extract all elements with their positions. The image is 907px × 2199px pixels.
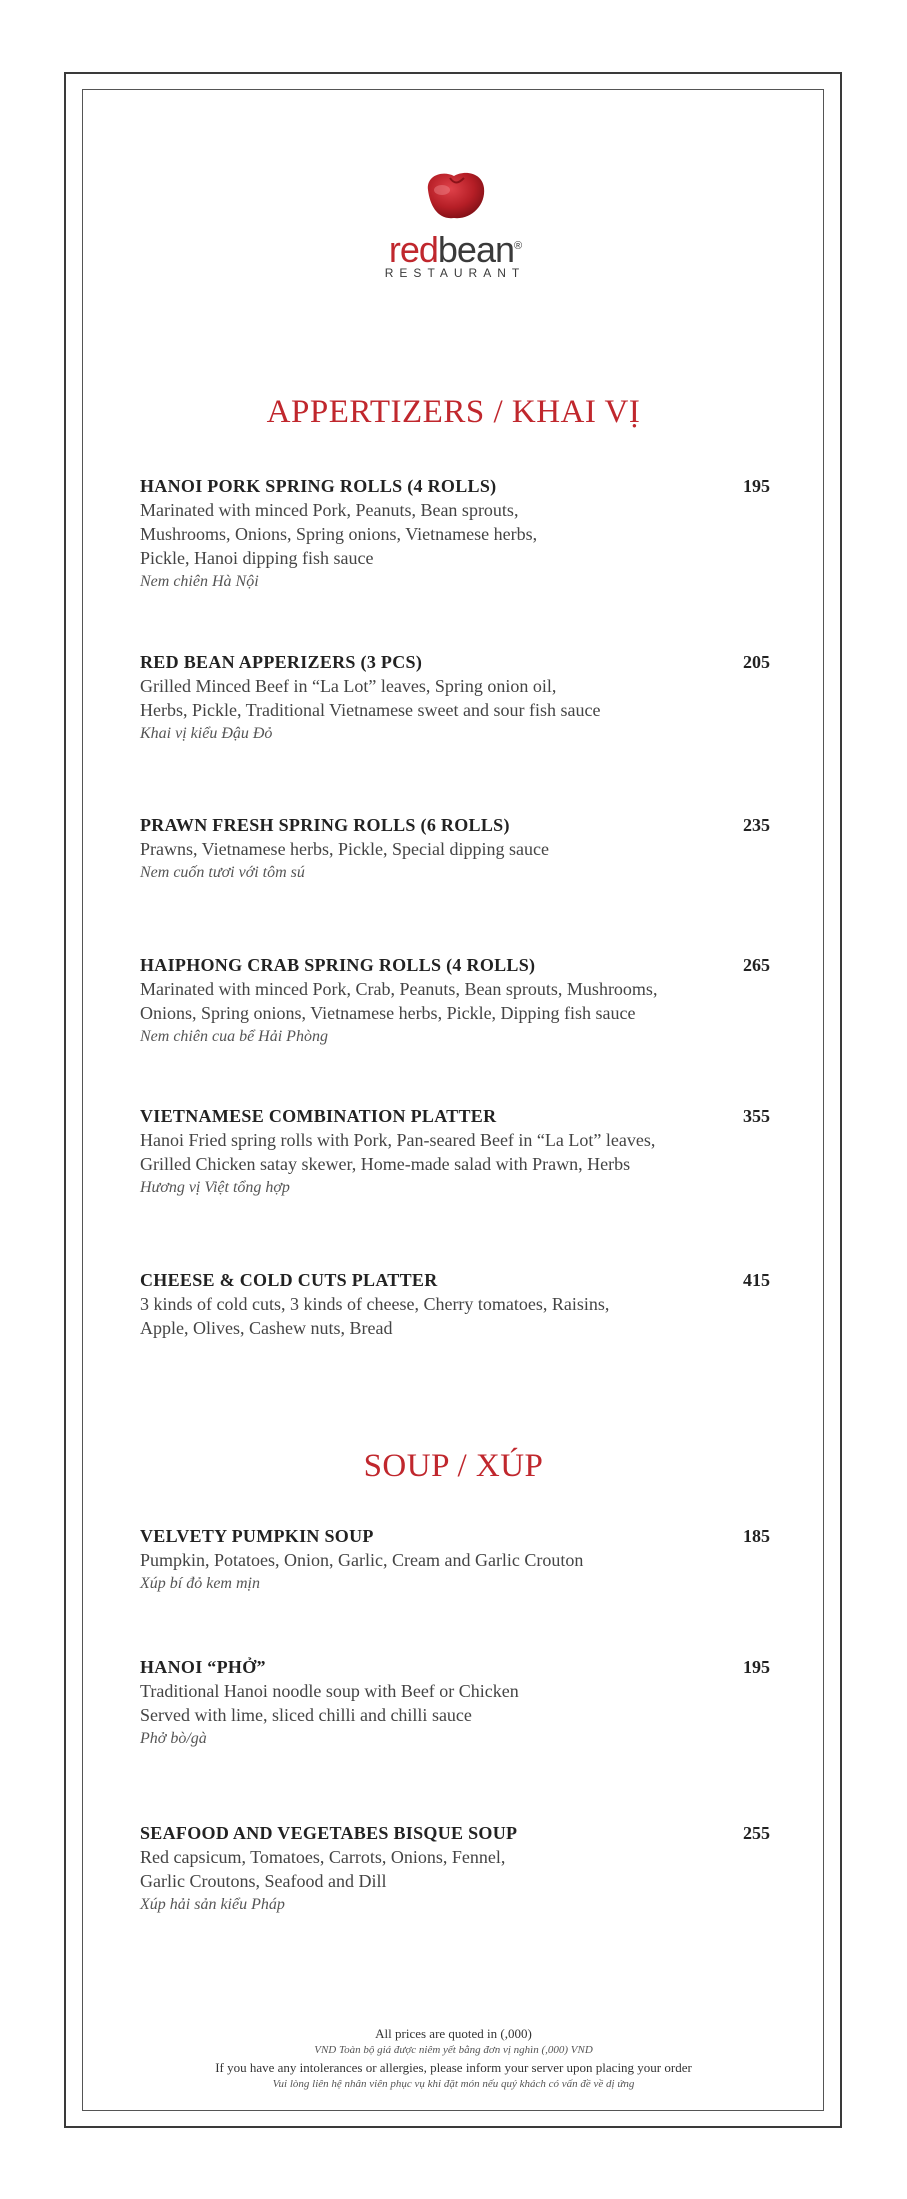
item-price: 195 (743, 476, 770, 496)
item-vietnamese-name: Hương vị Việt tổng hợp (140, 1179, 290, 1196)
footer-allergy-note-vietnamese: Vui lòng liên hệ nhân viên phục vụ khi đặt món nếu quý khách có vấn đề về dị ứng (272, 2078, 635, 2090)
item-vietnamese-name: Nem chiên Hà Nội (140, 573, 259, 590)
item-description: Hanoi Fried spring rolls with Pork, Pan-seared Beef in “La Lot” leaves, Grilled Chicken satay skewer, Home-made salad with Prawn, Herbs (140, 1130, 656, 1174)
brand-subtitle: RESTAURANT (384, 266, 526, 280)
item-name: SEAFOOD AND VEGETABES BISQUE SOUP (140, 1823, 518, 1843)
item-description: Pumpkin, Potatoes, Onion, Garlic, Cream and Garlic Crouton (140, 1550, 584, 1570)
item-price: 185 (743, 1526, 770, 1546)
item-name: HAIPHONG CRAB SPRING ROLLS (4 ROLLS) (140, 955, 536, 975)
menu-item (140, 953, 770, 1049)
item-description: Grilled Minced Beef in “La Lot” leaves, Spring onion oil, Herbs, Pickle, Traditional Vietnamese sweet and sour fish sauce (140, 676, 601, 720)
footer-price-note-vietnamese: VND Toàn bộ giá được niêm yết bằng đơn vị nghìn (,000) VND (314, 2044, 593, 2056)
item-price: 255 (743, 1823, 770, 1843)
item-name: CHEESE & COLD CUTS PLATTER (140, 1270, 438, 1290)
item-description: Red capsicum, Tomatoes, Carrots, Onions, Fennel, Garlic Croutons, Seafood and Dill (140, 1847, 506, 1891)
item-price: 415 (743, 1270, 770, 1290)
menu-item (140, 1821, 770, 1917)
menu-item (140, 1524, 770, 1596)
item-name: PRAWN FRESH SPRING ROLLS (6 ROLLS) (140, 815, 510, 835)
item-price: 355 (743, 1106, 770, 1126)
item-vietnamese-name: Phở bò/gà (140, 1730, 207, 1747)
item-price: 265 (743, 955, 770, 975)
item-name: VELVETY PUMPKIN SOUP (140, 1526, 374, 1546)
item-price: 195 (743, 1657, 770, 1677)
menu-item (140, 813, 770, 885)
item-vietnamese-name: Nem chiên cua bể Hải Phòng (140, 1028, 328, 1045)
item-vietnamese-name: Nem cuốn tươi với tôm sú (140, 864, 305, 881)
red-bean-icon (420, 168, 490, 224)
item-name: HANOI “PHỞ” (140, 1657, 266, 1677)
menu-item (140, 1268, 770, 1340)
footer-allergy-note: If you have any intolerances or allergies, please inform your server upon placing your order (215, 2060, 692, 2075)
restaurant-logo (350, 168, 560, 283)
menu-footer (0, 2025, 907, 2093)
item-name: HANOI PORK SPRING ROLLS (4 ROLLS) (140, 476, 497, 496)
menu-item (140, 1655, 770, 1751)
footer-price-note: All prices are quoted in (,000) (375, 2026, 532, 2041)
item-price: 235 (743, 815, 770, 835)
item-name: RED BEAN APPERIZERS (3 PCS) (140, 652, 423, 672)
section-title-appetizers: APPERTIZERS / KHAI VỊ (266, 394, 641, 430)
brand-name: redbean® (388, 229, 522, 270)
item-vietnamese-name: Xúp hải sản kiểu Pháp (140, 1896, 285, 1913)
menu-item (140, 650, 770, 746)
item-description: 3 kinds of cold cuts, 3 kinds of cheese, Cherry tomatoes, Raisins, Apple, Olives, Cashew nuts, Bread (140, 1294, 610, 1338)
menu-item (140, 474, 770, 594)
item-description: Marinated with minced Pork, Peanuts, Bean sprouts, Mushrooms, Onions, Spring onions, Vietnamese herbs, Pickle, Hanoi dipping fish sauce (140, 500, 538, 568)
item-description: Prawns, Vietnamese herbs, Pickle, Special dipping sauce (140, 839, 549, 859)
item-description: Traditional Hanoi noodle soup with Beef or Chicken Served with lime, sliced chilli and chilli sauce (140, 1681, 519, 1725)
item-name: VIETNAMESE COMBINATION PLATTER (140, 1106, 497, 1126)
menu-item (140, 1104, 770, 1200)
item-description: Marinated with minced Pork, Crab, Peanuts, Bean sprouts, Mushrooms, Onions, Spring onions, Vietnamese herbs, Pickle, Dipping fish sauce (140, 979, 658, 1023)
item-price: 205 (743, 652, 770, 672)
item-vietnamese-name: Khai vị kiểu Đậu Đỏ (140, 725, 273, 742)
item-vietnamese-name: Xúp bí đỏ kem mịn (140, 1575, 260, 1592)
section-title-soup: SOUP / XÚP (363, 1448, 544, 1484)
